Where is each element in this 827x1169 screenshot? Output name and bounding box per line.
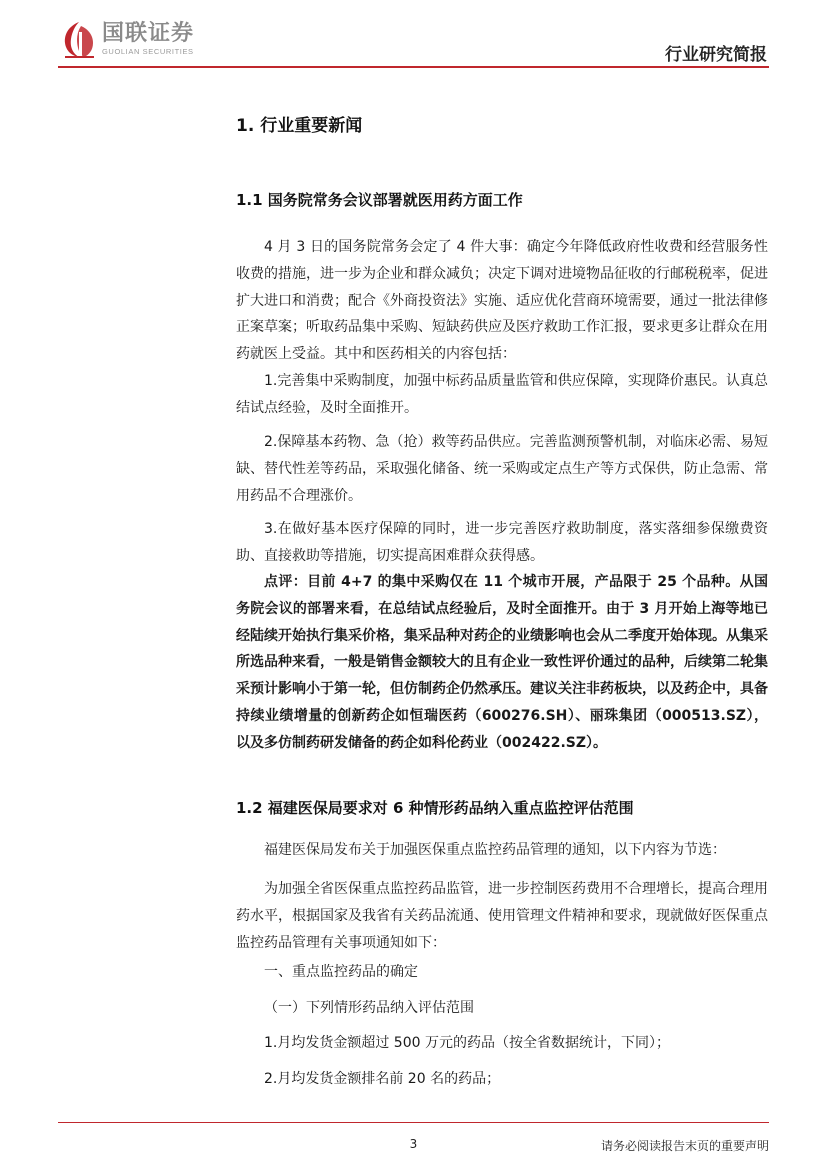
- paragraph-fujian-intro: 福建医保局发布关于加强医保重点监控药品管理的通知，以下内容为节选：: [264, 842, 726, 858]
- section-heading-1-2: 1.2 福建医保局要求对 6 种情形药品纳入重点监控评估范围: [236, 799, 634, 817]
- footer-divider: [58, 1122, 769, 1123]
- page-number: 3: [409, 1137, 418, 1151]
- rule-item-2: 2.月均发货金额排名前 20 名的药品；: [264, 1071, 501, 1087]
- subheading-evaluation-scope: （一）下列情形药品纳入评估范围: [264, 1000, 474, 1016]
- logo-english-name: GUOLIAN SECURITIES: [102, 46, 194, 56]
- rule-item-1: 1.月均发货金额超过 500 万元的药品（按全省数据统计，下同）；: [264, 1035, 670, 1051]
- paragraph-comment: 点评：目前 4+7 的集中采购仅在 11 个城市开展，产品限于 25 个品种。从国务院会议的部署来看，在总结试点经验后，及时全面推开。由于 3 月开始上海等地已经陆续开始执行集采价格，集采品种对药企的业绩影响也会从二季度开始体现。从集采所选品种来看，一般是销售金额较大的且有企业一致性评价通过的品种，后续第二轮集采预计影响小于第一轮，但仿制药企仍然承压。建议关注非药板块，以及药企中，具备持续业绩增量的创新药企如恒瑞医药（600276.SH）、丽珠集团（000513.SZ），以及多仿制药研发储备的药企如科伦药业（002422.SZ）。: [236, 574, 768, 751]
- paragraph-item-2: 2.保障基本药物、急（抢）救等药品供应。完善监测预警机制，对临床必需、易短缺、替代性差等药品，采取强化储备、统一采购或定点生产等方式保供，防止急需、常用药品不合理涨价。: [236, 434, 768, 504]
- report-type-label: 行业研究简报: [665, 45, 767, 65]
- paragraph-fujian-body: 为加强全省医保重点监控药品监管，进一步控制医药费用不合理增长，提高合理用药水平，根据国家及我省有关药品流通、使用管理文件精神和要求，现就做好医保重点监控药品管理有关事项通知如下：: [236, 881, 768, 951]
- section-heading-1-1: 1.1 国务院常务会议部署就医用药方面工作: [236, 191, 523, 209]
- page-header: [0, 0, 827, 80]
- header-divider: [58, 66, 769, 68]
- footer-disclaimer: 请务必阅读报告末页的重要声明: [600, 1139, 769, 1153]
- paragraph-state-council-intro: 4 月 3 日的国务院常务会定了 4 件大事：确定今年降低政府性收费和经营服务性收费的措施，进一步为企业和群众减负；决定下调对进境物品征收的行邮税税率，促进扩大进口和消费；配合《外商投资法》实施、适应优化营商环境需要，通过一批法律修正案草案；听取药品集中采购、短缺药供应及医疗救助工作汇报，要求更多让群众在用药就医上受益。其中和医药相关的内容包括：: [236, 239, 768, 363]
- section-heading-1: 1. 行业重要新闻: [236, 116, 363, 136]
- subheading-monitored-drugs: 一、重点监控药品的确定: [264, 964, 418, 980]
- guolian-logo-icon: [60, 18, 98, 60]
- logo-chinese-name: 国联证券: [102, 20, 195, 46]
- company-logo: [60, 18, 194, 60]
- paragraph-item-3: 3.在做好基本医疗保障的同时，进一步完善医疗救助制度，落实落细参保缴费资助、直接救助等措施，切实提高困难群众获得感。: [236, 521, 768, 564]
- paragraph-item-1: 1.完善集中采购制度，加强中标药品质量监管和供应保障，实现降价惠民。认真总结试点经验，及时全面推开。: [236, 373, 768, 416]
